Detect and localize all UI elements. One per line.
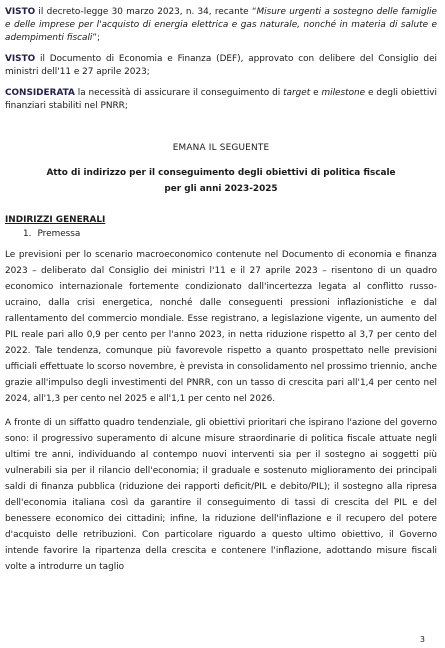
preamble-text-end: ”;	[92, 33, 100, 43]
body-paragraph-2: A fronte di un siffatto quadro tendenziale, gli obiettivi prioritari che ispirano l'azione del governo sono: il progressivo superamento di alcune misure straordinarie di politica fiscale attuate negli ultimi tre anni, individuando al contempo nuovi interventi sia per il sostegno ai soggetti più vulnerabili sia per il rilancio dell'economia; il graduale e sostenuto miglioramento dei principali saldi di finanza pubblica (riduzione dei rapporti deficit/PIL e debito/PIL); il sostegno alla ripresa dell'economia italiana così da garantire il conseguimento di tassi di crescita del PIL e del benessere economico dei cittadini; infine, la riduzione dell'inflazione e il recupero del potere d'acquisto delle retribuzioni. Con particolare riguardo a questo ultimo obiettivo, il Governo intende favorire la ripartenza della crescita e contenere l'inflazione, adottando misure fiscali volte a introdurre un taglio	[5, 418, 437, 572]
considerata-text: e degli obiettivi finanziari stabiliti nel PNRR;	[5, 88, 438, 111]
subsection-title: Premessa	[37, 229, 81, 239]
considerata-text: la necessità di assicurare il conseguimento di	[74, 88, 284, 98]
preamble-visto-2	[5, 53, 437, 79]
section-heading: INDIRIZZI GENERALI	[5, 215, 106, 225]
preamble-considerata	[5, 87, 437, 113]
considerata-label: CONSIDERATA	[5, 88, 75, 98]
title-line-1: Atto di indirizzo per il conseguimento degli obiettivi di politica fiscale	[46, 168, 396, 178]
decree-title-italic: Misure urgenti a sostegno delle famiglie e delle imprese per l'acquisto di energia elettrica e gas naturale, nonché in materia di salute e adempimenti fiscali	[5, 7, 437, 43]
document-title	[5, 165, 437, 197]
considerata-italic-target: target	[283, 88, 311, 98]
preamble-text: il decreto-legge 30 marzo 2023, n. 34, recante “	[35, 7, 257, 17]
document-page	[5, 6, 437, 583]
title-line-2: per gli anni 2023-2025	[164, 184, 278, 194]
body-paragraph-1: Le previsioni per lo scenario macroeconomico contenute nel Documento di economia e finanza 2023 – deliberato dal Consiglio dei ministri l'11 e il 27 aprile 2023 – risentono di un quadro economico internazionale fortemente condizionato dall'incertezza legata al conflitto russo-ucraino, dalla crisi energetica, nonché dalle conseguenti pressioni inflazionistiche e dal rallentamento del commercio mondiale. Esse registrano, a legislazione vigente, un aumento del PIL reale pari allo 0,9 per cento per l'anno 2023, in netta riduzione rispetto al 3,7 per cento del 2022. Tale tendenza, comunque più favorevole rispetto a quanto prospettato nelle previsioni ufficiali effettuate lo scorso novembre, è prevista in consolidamento nel prossimo triennio, anche grazie all'impulso degli investimenti del PNRR, con un tasso di crescita pari all'1,4 per cento nel 2024, all'1,3 per cento nel 2025 e all'1,1 per cento nel 2026.	[5, 250, 437, 404]
considerata-italic-milestone: milestone	[321, 88, 366, 98]
page-number: 3	[419, 635, 425, 644]
subsection-heading	[23, 229, 437, 239]
emana-heading: EMANA IL SEGUENTE	[172, 143, 270, 153]
preamble-visto-1	[5, 6, 437, 45]
preamble-label: VISTO	[5, 54, 36, 64]
preamble-text: il Documento di Economia e Finanza (DEF), approvato con delibere del Consiglio dei ministri dell'11 e 27 aprile 2023;	[5, 54, 437, 77]
considerata-text: e	[310, 88, 322, 98]
preamble-label: VISTO	[5, 7, 36, 17]
subsection-number: 1.	[23, 229, 32, 239]
